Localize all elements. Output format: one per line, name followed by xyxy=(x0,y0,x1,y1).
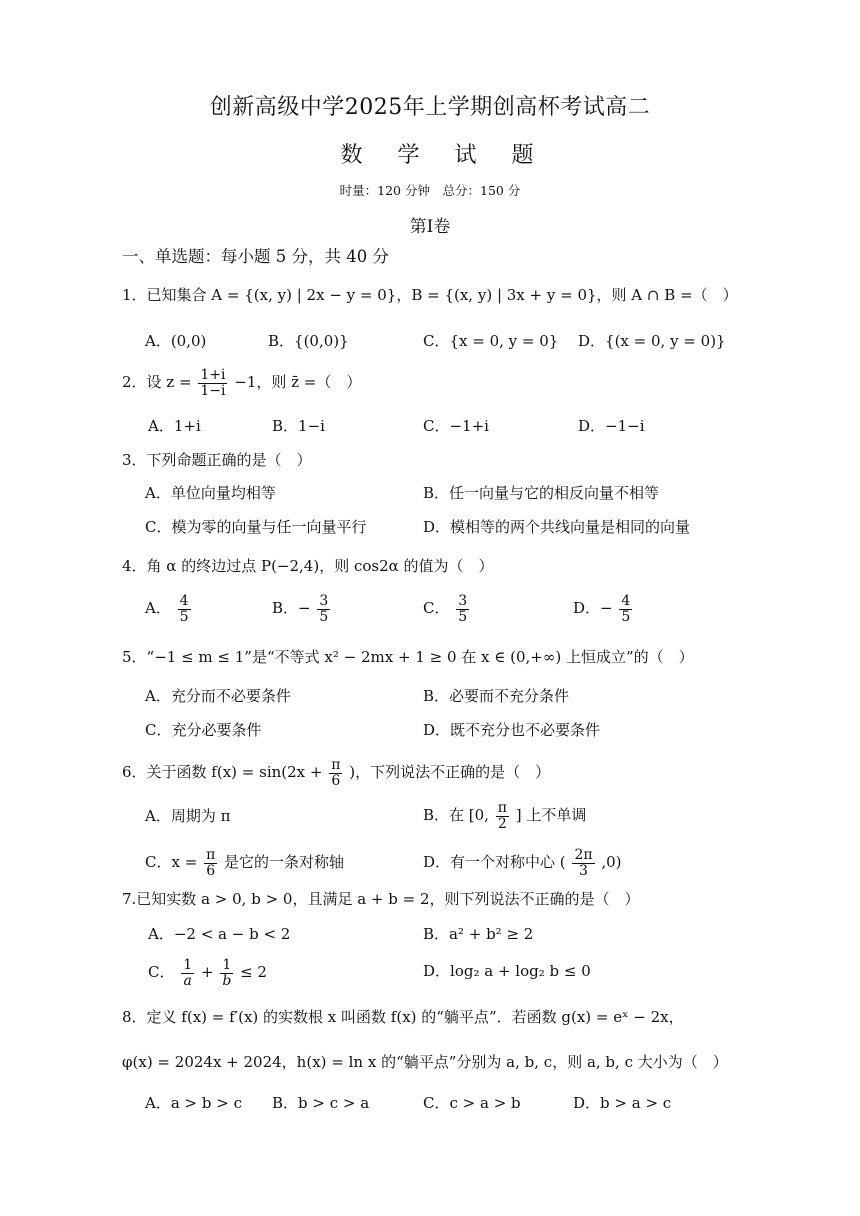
q3-stem: 3．下列命题正确的是（ ） xyxy=(122,451,312,469)
q3-option-a: A．单位向量均相等 xyxy=(145,484,276,502)
q1-stem: 1．已知集合 A = {(x, y) | 2x − y = 0}，B = {(x, y) | 3x + y = 0}，则 A ∩ B =（ ） xyxy=(122,286,738,304)
q5-stem: 5．“−1 ≤ m ≤ 1”是“不等式 x² − 2mx + 1 ≥ 0 在 x ∈ (0,+∞) 上恒成立”的（ ） xyxy=(122,648,694,666)
q2-option-d: D．−1−i xyxy=(578,417,645,435)
q4-d-num: 4 xyxy=(621,593,631,609)
q2-option-c: C．−1+i xyxy=(423,417,489,435)
q4-option-d xyxy=(573,594,634,624)
q8-option-b: B．b > c > a xyxy=(272,1094,370,1112)
q4-option-b xyxy=(272,594,332,624)
q7-c-num-1: 1 xyxy=(183,957,193,973)
q6-b-pre: B．在 [0, xyxy=(423,806,489,825)
q6-b-num: π xyxy=(497,800,507,816)
q4-b-fraction xyxy=(317,594,330,624)
q5-option-d: D．既不充分也不必要条件 xyxy=(423,721,601,739)
q3-option-c: C．模为零的向量与任一向量平行 xyxy=(145,518,367,536)
q7-option-a: A．−2 < a − b < 2 xyxy=(148,925,291,943)
q2-fraction-num: 1+i xyxy=(200,367,226,383)
q6-c-num: π xyxy=(206,847,216,863)
q1-option-c: C．{x = 0, y = 0} xyxy=(423,332,559,350)
q7-c-den-1: a xyxy=(183,972,192,989)
q6-option-d xyxy=(423,848,622,878)
q7-option-c xyxy=(148,958,267,988)
q7-c-label: C． xyxy=(148,963,175,982)
q4-c-label: C． xyxy=(423,599,450,618)
q5-option-a: A．充分而不必要条件 xyxy=(145,687,291,705)
q4-c-num: 3 xyxy=(458,593,468,609)
q4-option-a xyxy=(145,594,193,624)
q4-d-label: D．− xyxy=(573,599,613,618)
q2-option-b: B．1−i xyxy=(272,417,325,435)
q2-post: −1，则 z̄ =（ ） xyxy=(234,373,362,392)
q2-fraction xyxy=(198,368,227,398)
q6-fraction xyxy=(329,758,342,788)
q3-option-b: B．任一向量与它的相反向量不相等 xyxy=(423,484,660,502)
q2-option-a: A．1+i xyxy=(148,417,201,435)
q2-pre: 2．设 z = xyxy=(122,373,192,392)
q6-pre: 6．关于函数 f(x) = sin(2x + xyxy=(122,763,323,782)
q8-option-d: D．b > a > c xyxy=(573,1094,672,1112)
q4-option-c xyxy=(423,594,471,624)
q8-line-1: 8．定义 f(x) = f′(x) 的实数根 x 叫函数 f(x) 的“躺平点”．若函数 g(x) = eˣ − 2x， xyxy=(122,1008,684,1026)
q4-a-den: 5 xyxy=(179,608,189,625)
volume-label: 第Ⅰ卷 xyxy=(409,217,451,237)
q8-option-c: C．c > a > b xyxy=(423,1094,521,1112)
q7-c-fraction-2 xyxy=(220,958,233,988)
q4-a-fraction xyxy=(178,594,191,624)
q5-option-b: B．必要而不充分条件 xyxy=(423,687,570,705)
q4-b-label: B．− xyxy=(272,599,311,618)
q7-c-fraction-1 xyxy=(181,958,194,988)
q4-d-den: 5 xyxy=(621,608,631,625)
q4-stem: 4．角 α 的终边过点 P(−2,4)，则 cos2α 的值为（ ） xyxy=(122,557,494,575)
q3-option-d: D．模相等的两个共线向量是相同的向量 xyxy=(423,518,691,536)
q6-d-pre: D．有一个对称中心 ( xyxy=(423,853,566,872)
q6-post: )，下列说法不正确的是（ ） xyxy=(349,763,551,782)
q4-c-fraction xyxy=(456,594,469,624)
q7-option-b: B．a² + b² ≥ 2 xyxy=(423,925,534,943)
q1-option-d: D．{(x = 0, y = 0)} xyxy=(578,332,726,350)
q2-stem xyxy=(122,368,361,398)
q4-d-fraction xyxy=(619,594,632,624)
q7-stem: 7.已知实数 a > 0, b > 0，且满足 a + b = 2，则下列说法不正确的是（ ） xyxy=(122,890,640,908)
q6-c-fraction xyxy=(204,848,217,878)
q1-option-b: B．{(0,0)} xyxy=(268,332,349,350)
q4-b-den: 5 xyxy=(319,608,329,625)
q2-fraction-den: 1−i xyxy=(200,382,226,399)
q6-c-post: 是它的一条对称轴 xyxy=(224,853,345,872)
q7-option-d: D．log₂ a + log₂ b ≤ 0 xyxy=(423,962,591,980)
q6-c-den: 6 xyxy=(206,862,216,879)
q7-c-num-2: 1 xyxy=(220,958,233,974)
q6-option-a: A．周期为 π xyxy=(145,807,231,825)
q4-a-num: 4 xyxy=(179,593,189,609)
q6-option-b xyxy=(423,801,586,831)
q6-den: 6 xyxy=(331,772,341,789)
q6-c-pre: C．x = xyxy=(145,853,198,872)
q6-b-den: 2 xyxy=(497,815,507,832)
q5-option-c: C．充分必要条件 xyxy=(145,721,262,739)
q7-c-post: ≤ 2 xyxy=(240,963,267,982)
q4-a-label: A． xyxy=(145,599,171,618)
q6-b-fraction xyxy=(496,801,509,831)
q6-d-num: 2π xyxy=(574,847,593,863)
subject-title: 数 学 试 题 xyxy=(340,143,548,168)
q6-option-c xyxy=(145,848,344,878)
q6-b-post: ] 上不单调 xyxy=(515,806,587,825)
q8-line-2: φ(x) = 2024x + 2024，h(x) = ln x 的“躺平点”分别为 a, b, c，则 a, b, c 大小为（ ） xyxy=(122,1053,728,1071)
q1-option-a: A．(0,0) xyxy=(145,332,207,350)
exam-meta: 时量：120 分钟 总分：150 分 xyxy=(339,183,521,198)
q6-num: π xyxy=(331,757,341,773)
q6-d-den: 3 xyxy=(579,862,588,879)
q7-c-den-2: b xyxy=(222,972,232,989)
q4-c-den: 5 xyxy=(458,608,468,625)
q4-b-num: 3 xyxy=(319,593,329,609)
q6-d-post: ,0) xyxy=(601,853,622,872)
section-heading: 一、单选题：每小题 5 分，共 40 分 xyxy=(122,247,389,266)
q6-d-fraction xyxy=(572,848,594,878)
exam-title: 创新高级中学2025年上学期创高杯考试高二 xyxy=(209,95,651,120)
q7-c-plus: + xyxy=(200,963,214,982)
q6-stem xyxy=(122,758,550,788)
q8-option-a: A．a > b > c xyxy=(145,1094,242,1112)
